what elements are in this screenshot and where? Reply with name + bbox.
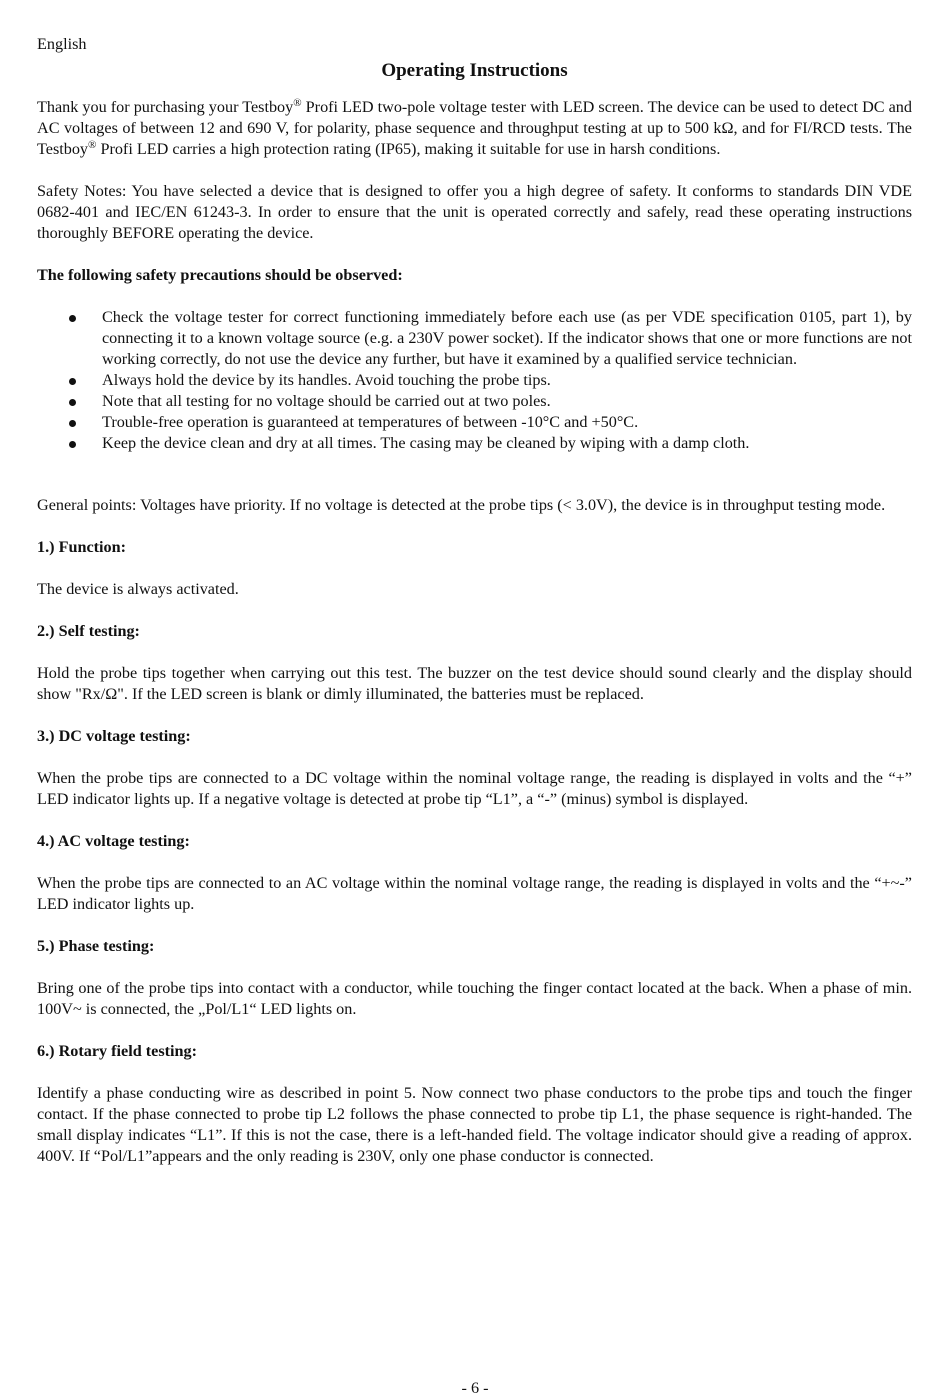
list-item-text: Note that all testing for no voltage should be carried out at two poles. [102, 392, 551, 410]
intro-paragraph [37, 97, 912, 160]
page-title: Operating Instructions [381, 60, 568, 81]
bullet-icon [69, 315, 76, 322]
list-item [37, 412, 912, 433]
list-item [37, 307, 912, 370]
intro-text-1: Thank you for purchasing your Testboy [37, 98, 294, 116]
intro-text-3: Profi LED carries a high protection rating (IP65), making it suitable for use in harsh conditions. [96, 140, 721, 158]
section-body: Hold the probe tips together when carrying out this test. The buzzer on the test device should sound clearly and the display should show "Rx/Ω". If the LED screen is blank or dimly illuminated, the batteries must be replaced. [37, 664, 912, 703]
list-item-text: Keep the device clean and dry at all times. The casing may be cleaned by wiping with a damp cloth. [102, 434, 750, 452]
intro-text-2: Profi LED two-pole voltage tester with LED screen. The device can be used to detect DC and AC voltages of between 12 and 690 V, for polarity, phase sequence and throughput testing at up to 500 kΩ, and for FI/RCD tests. The Testboy [37, 98, 912, 158]
general-points-paragraph: General points: Voltages have priority. If no voltage is detected at the probe tips (< 3.0V), the device is in throughput testing mode. [37, 496, 886, 514]
list-item-text: Check the voltage tester for correct functioning immediately before each use (as per VDE specification 0105, part 1), by connecting it to a known voltage source (e.g. a 230V power socket). If the indicator shows that one or more functions are not working correctly, do not use the device any further, but have it examined by a qualified service technician. [102, 308, 912, 368]
list-item-text: Always hold the device by its handles. Avoid touching the probe tips. [102, 371, 551, 389]
page-number: - 6 - [461, 1379, 489, 1397]
safety-notes-paragraph: Safety Notes: You have selected a device that is designed to offer you a high degree of safety. It conforms to standards DIN VDE 0682-401 and IEC/EN 61243-3. In order to ensure that the unit is operated correctly and safely, read these operating instructions thoroughly BEFORE operating the device. [37, 182, 912, 242]
section-heading: 4.) AC voltage testing: [37, 832, 190, 850]
registered-mark: ® [88, 139, 97, 151]
precautions-list [37, 307, 912, 454]
section-body: When the probe tips are connected to an AC voltage within the nominal voltage range, the reading is displayed in volts and the “+~-” LED indicator lights up. [37, 874, 912, 913]
document-page [37, 34, 912, 1188]
list-item-text: Trouble-free operation is guaranteed at temperatures of between -10°C and +50°C. [102, 413, 639, 431]
precautions-heading: The following safety precautions should be observed: [37, 266, 403, 284]
section-heading: 5.) Phase testing: [37, 937, 155, 955]
list-item [37, 391, 912, 412]
section-body: The device is always activated. [37, 580, 239, 598]
list-item [37, 433, 912, 454]
bullet-icon [69, 399, 76, 406]
registered-mark: ® [293, 97, 302, 109]
section-heading: 3.) DC voltage testing: [37, 727, 191, 745]
list-item [37, 370, 912, 391]
section-heading: 6.) Rotary field testing: [37, 1042, 198, 1060]
section-heading: 2.) Self testing: [37, 622, 140, 640]
section-body: When the probe tips are connected to a DC voltage within the nominal voltage range, the reading is displayed in volts and the “+” LED indicator lights up. If a negative voltage is detected at probe tip “L1”, a “-” (minus) symbol is displayed. [37, 769, 912, 808]
section-heading: 1.) Function: [37, 538, 127, 556]
section-body: Bring one of the probe tips into contact with a conductor, while touching the finger contact located at the back. When a phase of min. 100V~ is connected, the „Pol/L1“ LED lights on. [37, 979, 912, 1018]
bullet-icon [69, 378, 76, 385]
bullet-icon [69, 441, 76, 448]
bullet-icon [69, 420, 76, 427]
section-body: Identify a phase conducting wire as described in point 5. Now connect two phase conductors to the probe tips and touch the finger contact. If the phase connected to probe tip L2 follows the phase connected to probe tip L1, the phase sequence is right-handed. The small display indicates “L1”. If this is not the case, there is a left-handed field. The voltage indicator should give a reading of approx. 400V. If “Pol/L1”appears and the only reading is 230V, only one phase conductor is connected. [37, 1084, 912, 1165]
language-label: English [37, 35, 87, 53]
